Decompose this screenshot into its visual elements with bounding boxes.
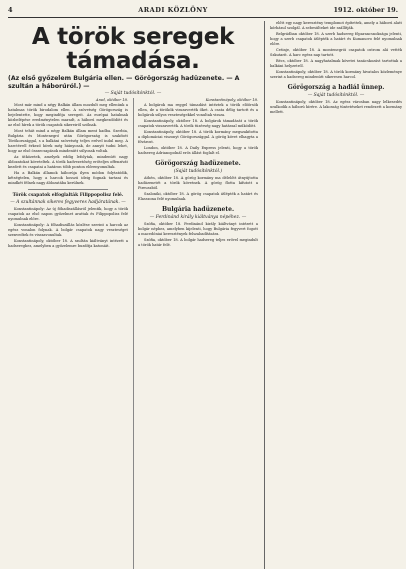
section-heading-bulgarian: Bulgária hadüzenete. [161,206,235,213]
article-source: — Saját tudósítónktól. — [104,91,162,96]
paragraph: Most tehát mind a négy Balkán állam ment hadba. Szerbia, Bulgária és Montenegró után Görögország is szakított Törökországgal, s a balkáni szövetség teljes erővel indul meg. A harctérről érkező hírek még hiányosak, de annyit tudni lehet, hogy az első összecsapások mindenütt súlyosak voltak. [8,129,128,153]
article-headline: A török seregek támadása. [31,24,235,74]
right-column [264,21,402,569]
paragraph: Konstantinápoly, október 18. A török kormány megszakította a diplomáciai viszonyt Görögországgal. A görög követ elhagyta a fővárost. [138,130,258,144]
paragraph: előtt egy nagy keresztény templomot építettek, amely a háború alatt kórházul szolgál. A sebesülteket ide szállítják. [270,21,402,30]
paragraph: Cetinje, október 18. A montenegrói csapatok ostrom alá vették Szkutarit. A harc egész nap tartott. [270,48,402,57]
paragraph: Konstantinápoly, október 18. A török kormány hivatalos közleménye szerint a hadsereg mindenütt sikeresen harcol. [270,70,402,79]
running-header [8,6,398,18]
section-subheading: — Ferdinánd király kiáltványa népéhez. — [149,215,247,220]
article-subheadline: (Az első győzelem Bulgária ellen. — Görögország hadüzenete. — A szultán a háborúról.) — [8,75,240,90]
paragraph: Bécs, október 18. A nagyhatalmak követei tanácskozást tartottak a balkáni helyzetről. [270,59,402,68]
section-subheading: — A szultánnak sikeres fegyveres hadjáratának. — [10,199,126,205]
paragraph: Konstantinápoly, október 18. Az egész városban nagy lelkesedés uralkodik a háború hírére. A lakosság tüntetéseket rendezett a kormány mellett. [270,100,402,114]
main-article [8,21,258,569]
paragraph: Belgrádban október 18. A szerb hadsereg főparancsnoksága jelenti, hogy a szerb csapatok átlépték a határt és Kumanovo felé nyomulnak előre. [270,32,402,46]
paragraph: Szaloniki, október 18. A görög csapatok átlépték a határt és Elasszona felé nyomulnak. [138,192,258,201]
paragraph: Konstantinápoly: A főhadiszállás közlése szerint a harcok az egész vonalon folynak. A bolgár csapatok nagy veszteséget szenvedtek és visszavonultak. [8,222,128,237]
divider [28,189,108,190]
issue-date: 1912. október 19. [333,6,398,14]
paragraph: A bolgárok ma reggel támadást intéztek a török előőrsök ellen, de a törökök visszaverték őket. A csata délig tartott és a bolgárok súlyos veszteségekkel vonultak vissza. [138,103,258,117]
section-subheading: — Saját tudósítónktól. — [307,93,365,98]
article-dateline: Arad, október 18. [96,98,128,102]
paragraph: Konstantinápoly, október 18. A bolgárok támadását a török csapatok visszaverték. A török tüzérség nagy hatással működött. [138,119,258,128]
paragraph: Most már mind a négy Balkán állam mozdult meg ellenünk a hatalmas török birodalom ellen. A szövetség Görögország is bejelentette, hogy megindítja seregeit. Az európai hatalmak közbelépése eredménytelen maradt, a háború megkezdődött és az első hírek a török csapatok sikereiről szólnak. [8,103,128,127]
article-column-1 [8,98,128,569]
paragraph: Szófia, október 18. Ferdinánd király kiáltványt intézett a bolgár néphez, amelyben kijelenti, hogy Bulgária fegyvert fogott a macedóniai keresztények felszabadítására. [138,222,258,236]
column-dateline: Konstantinápoly, október 18. [205,98,258,102]
section-heading-greek: Görögország hadüzenete. [155,160,241,167]
paragraph: Athén, október 18. A görög kormány ma délelőtt átnyújtotta hadüzenetét a török követnek. A görög flotta kifutott a Pireuszból. [138,176,258,190]
page-columns [8,21,402,569]
paper-title: ARADI KÖZLÖNY [138,6,208,14]
paragraph: Az ütközetek, amelyek eddig lefolytak, mindenütt nagy áldozatokat követeltek. A török hadvezetőség erőteljes offenzívát kezdett és csapatai a határon több ponton előrenyomultak. [8,155,128,169]
paragraph: Szófia, október 18. A bolgár hadsereg teljes erővel megindult a török határ felé. [138,238,258,247]
paragraph: Konstantinápoly: Az új főhadiszállásról jelentik, hogy a török csapatok az első napon győzelmet arattak és Filippopolisz felé nyomulnak előre. [8,206,128,221]
paragraph: London, október 18. A Daily Express jelenti, hogy a török hadsereg Adrianopolnál erős állást foglalt el. [138,146,258,155]
section-heading-turkish: Török csapatok elfoglalták Filippopolisz felé. [12,193,124,198]
page-number: 4 [8,6,13,14]
article-column-2 [133,98,258,569]
article-body [8,98,258,569]
paragraph: Ha a Balkán államok háborúja ilyen módon folytatódik, kétségtelen, hogy a harcok hosszú ideig fognak tartani és mindkét félnek nagy áldozatába kerülnek. [8,171,128,185]
paragraph: Konstantinápoly, október 18. A szultán kiáltványt intézett a hadsereghez, amelyben a győzelemre buzdítja katonáit. [8,238,128,248]
section-subheading: (Saját tudósítónktól.) [173,169,223,174]
section-heading-war: Görögország a hadiál ünnep. [287,84,385,91]
